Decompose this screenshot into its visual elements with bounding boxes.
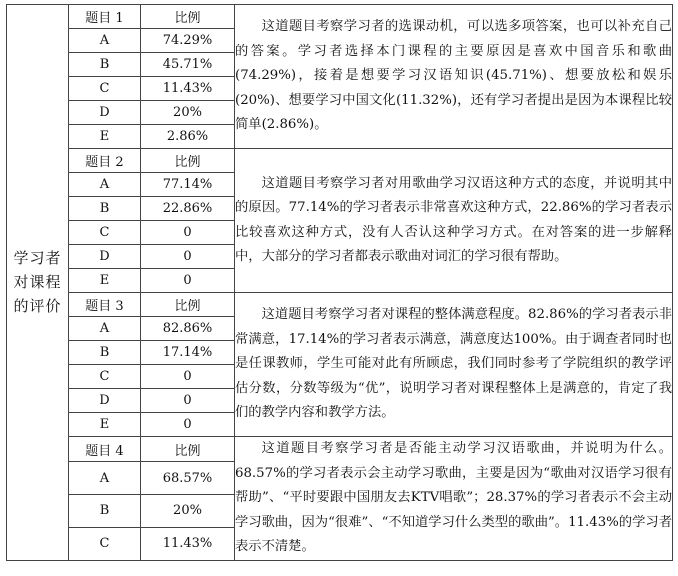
q1-option-value: 2.86%	[141, 125, 235, 149]
q1-description: 这道题目考察学习者的选课动机，可以选多项答案，也可以补充自己的答案。学习者选择本门课程的主要原因是喜欢中国音乐和歌曲(74.29%)，接着是想要学习汉语知识(45.71%)、想要放松和娱乐(20%)、想要学习中国文化(11.32%)，还有学习者提出是因为本课程比较简单(2.86%)。	[235, 5, 673, 149]
q2-option-label: A	[69, 173, 141, 197]
q2-title: 题目 2	[69, 149, 141, 173]
q3-option-label: C	[69, 365, 141, 389]
q3-option-label: D	[69, 389, 141, 413]
q3-header-row	[7, 293, 673, 317]
q1-option-value: 11.43%	[141, 77, 235, 101]
q1-header-row	[7, 5, 673, 29]
q3-title: 题目 3	[69, 293, 141, 317]
q1-option-label: A	[69, 29, 141, 53]
q4-option-label: A	[69, 462, 141, 495]
q3-option-value: 17.14%	[141, 341, 235, 365]
q4-option-value: 68.57%	[141, 462, 235, 495]
q1-title: 题目 1	[69, 5, 141, 29]
q3-option-label: B	[69, 341, 141, 365]
q2-option-value: 0	[141, 245, 235, 269]
category-label: 学习者对课程的评价	[7, 5, 69, 561]
q3-option-value: 82.86%	[141, 317, 235, 341]
q4-ratio-header: 比例	[141, 437, 235, 462]
q1-option-value: 74.29%	[141, 29, 235, 53]
q2-option-value: 0	[141, 221, 235, 245]
q2-ratio-header: 比例	[141, 149, 235, 173]
q3-option-value: 0	[141, 413, 235, 437]
q4-option-value: 11.43%	[141, 527, 235, 560]
q4-header-row	[7, 437, 673, 462]
q2-option-label: D	[69, 245, 141, 269]
evaluation-table	[6, 4, 673, 561]
q1-ratio-header: 比例	[141, 5, 235, 29]
q2-option-value: 22.86%	[141, 197, 235, 221]
q2-option-label: B	[69, 197, 141, 221]
q2-option-label: C	[69, 221, 141, 245]
q1-option-label: B	[69, 53, 141, 77]
q1-option-label: D	[69, 101, 141, 125]
q3-description: 这道题目考察学习者对课程的整体满意程度。82.86%的学习者表示非常满意，17.14%的学习者表示满意，满意度达100%。由于调查者同时也是任课教师，学生可能对此有所顾虑，我们同时参考了学院组织的教学评估分数，分数等级为“优”，说明学习者对课程整体上是满意的，肯定了我们的教学内容和教学方法。	[235, 293, 673, 437]
q1-option-value: 20%	[141, 101, 235, 125]
q1-option-label: C	[69, 77, 141, 101]
q3-option-label: E	[69, 413, 141, 437]
q4-option-value: 20%	[141, 495, 235, 528]
q3-option-value: 0	[141, 389, 235, 413]
q2-option-value: 77.14%	[141, 173, 235, 197]
q3-option-value: 0	[141, 365, 235, 389]
q2-header-row	[7, 149, 673, 173]
q4-option-label: B	[69, 495, 141, 528]
q2-option-label: E	[69, 269, 141, 293]
q2-description: 这道题目考察学习者对用歌曲学习汉语这种方式的态度，并说明其中的原因。77.14%的学习者表示非常喜欢这种方式，22.86%的学习者表示比较喜欢这种方式，没有人否认这种学习方式。在对答案的进一步解释中，大部分的学习者都表示歌曲对词汇的学习很有帮助。	[235, 149, 673, 293]
q4-option-label: C	[69, 527, 141, 560]
q3-option-label: A	[69, 317, 141, 341]
q4-title: 题目 4	[69, 437, 141, 462]
q4-description: 这道题目考察学习者是否能主动学习汉语歌曲，并说明为什么。68.57%的学习者表示会主动学习歌曲，主要是因为“歌曲对汉语学习很有帮助”、“平时要跟中国朋友去KTV唱歌”；28.37%的学习者表示不会主动学习歌曲，因为“很难”、“不知道学习什么类型的歌曲”。11.43%的学习者表示不清楚。	[235, 437, 673, 561]
q2-option-value: 0	[141, 269, 235, 293]
q3-ratio-header: 比例	[141, 293, 235, 317]
q1-option-value: 45.71%	[141, 53, 235, 77]
q1-option-label: E	[69, 125, 141, 149]
